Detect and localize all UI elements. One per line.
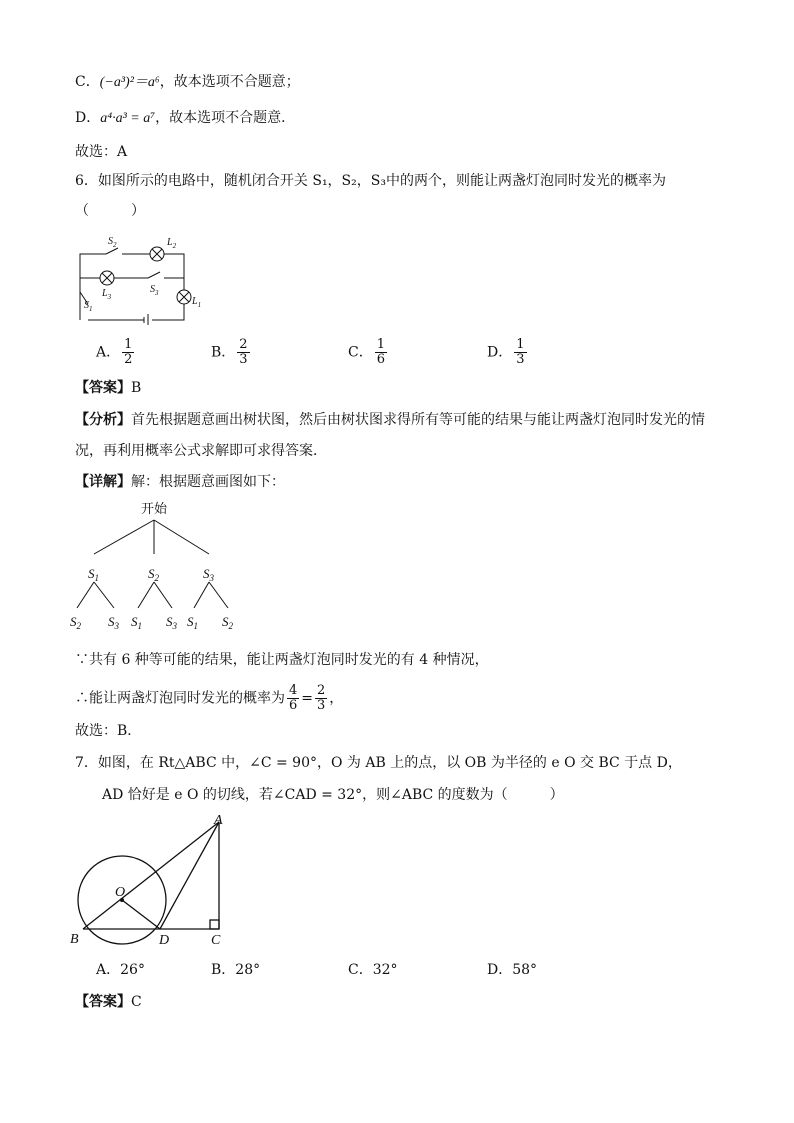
option-c-line xyxy=(75,72,300,93)
option-label: A． xyxy=(96,344,121,361)
tree-leaf: $S_2$ xyxy=(70,614,81,631)
label-o: O xyxy=(115,885,126,900)
tree-leaf: $S_2$ xyxy=(222,614,233,631)
option-fraction: $\frac{2}{3}$ xyxy=(239,337,248,367)
q7-option-a xyxy=(96,960,145,980)
label-s3: $S_3$ xyxy=(150,284,159,297)
option-fraction: $\frac{1}{6}$ xyxy=(376,337,385,367)
q6-stem: 6．如图所示的电路中，随机闭合开关 S₁，S₂，S₃中的两个，则能让两盏灯泡同时发光的概率为 xyxy=(75,173,666,189)
answer-tag: 【答案】 xyxy=(75,380,131,396)
option-label: D． xyxy=(487,962,513,978)
equals: = xyxy=(301,690,314,707)
analysis-tag: 【分析】 xyxy=(75,412,131,428)
answer-value: B xyxy=(131,380,142,396)
tree-diagram xyxy=(68,498,248,640)
circuit-diagram xyxy=(70,230,220,325)
fraction-4-6: $\frac{4}{6}$ xyxy=(289,683,298,713)
label-l2: $L_2$ xyxy=(167,237,177,250)
option-d-suffix: ，故本选项不合题意． xyxy=(155,110,296,126)
tree-leaf: $S_1$ xyxy=(187,614,198,631)
option-label: D． xyxy=(487,344,513,361)
detail-tag: 【详解】 xyxy=(75,474,131,490)
answer-value: C xyxy=(131,994,142,1010)
option-value: 32° xyxy=(372,962,398,978)
tree-node-s2: $S_2$ xyxy=(148,566,159,583)
q7-option-c xyxy=(348,960,398,980)
q7-option-d xyxy=(487,960,537,980)
label-a: A xyxy=(214,813,223,828)
label-c: C xyxy=(211,933,221,948)
option-label: B． xyxy=(211,962,236,978)
label-b: B xyxy=(70,932,79,947)
option-fraction: $\frac{1}{2}$ xyxy=(124,337,133,367)
q6-answer xyxy=(75,378,141,398)
q7-option-b xyxy=(211,960,260,980)
q6-paren: （ ） xyxy=(75,203,145,219)
tree-node-s3: $S_3$ xyxy=(203,566,214,583)
label-s1: $S_1$ xyxy=(84,300,93,313)
option-c-suffix: ，故本选项不合题意； xyxy=(159,74,300,90)
label-l3: $L_3$ xyxy=(102,288,112,301)
tree-node-s1: $S_1$ xyxy=(88,566,99,583)
option-value: 58° xyxy=(512,962,538,978)
option-d-expression: a⁴·a³ = a⁷ xyxy=(100,111,156,126)
analysis-text: 首先根据题意画出树状图，然后由树状图求得所有等可能的结果与能让两盏灯泡同时发光的情 xyxy=(131,412,705,428)
option-value: 28° xyxy=(235,962,261,978)
q6-option-b xyxy=(211,338,252,367)
option-value: 26° xyxy=(120,962,145,978)
q6-because: ∵共有 6 种等可能的结果，能让两盏灯泡同时发光的有 4 种情况， xyxy=(75,652,489,668)
therefore-text: ∴能让两盏灯泡同时发光的概率为 xyxy=(75,690,285,707)
option-label: C． xyxy=(348,344,373,361)
q6-option-c xyxy=(348,338,389,367)
option-label: B． xyxy=(211,344,236,361)
q7-answer xyxy=(75,992,142,1012)
tree-leaf: $S_3$ xyxy=(108,614,119,631)
q6-therefore xyxy=(75,684,343,713)
q6-option-a xyxy=(96,338,136,367)
q6-choose: 故选：B． xyxy=(75,723,142,739)
therefore-suffix: ， xyxy=(329,690,344,707)
q6-option-d xyxy=(487,338,529,367)
option-label: A． xyxy=(96,962,121,978)
q7-stem-1: 7．如图，在 Rt△ABC 中，∠C = 90°，O 为 AB 上的点，以 OB 为半径的 e O 交 BC 于点 D， xyxy=(75,755,682,771)
q6-analysis-1 xyxy=(75,410,705,430)
tree-leaf: $S_3$ xyxy=(166,614,177,631)
answer-tag: 【答案】 xyxy=(75,994,131,1010)
option-label: C． xyxy=(348,962,373,978)
label-d: D xyxy=(159,933,170,948)
choose-a-line: 故选：A xyxy=(75,144,128,160)
q7-stem-2: AD 恰好是 e O 的切线，若∠CAD = 32°，则∠ABC 的度数为（ ） xyxy=(102,787,564,803)
option-d-prefix: D． xyxy=(75,110,101,126)
option-c-prefix: C． xyxy=(75,74,100,90)
option-fraction: $\frac{1}{3}$ xyxy=(516,337,525,367)
fraction-2-3: $\frac{2}{3}$ xyxy=(317,683,326,713)
tree-leaf: $S_1$ xyxy=(131,614,142,631)
q6-detail xyxy=(75,472,285,492)
option-d-line xyxy=(75,108,295,129)
tree-root: 开始 xyxy=(140,501,168,516)
label-l1: $L_1$ xyxy=(192,296,202,309)
detail-text: 解：根据题意画图如下： xyxy=(131,474,285,490)
geometry-figure xyxy=(64,812,239,952)
option-c-expression: (−a³)²＝a⁶ xyxy=(99,75,160,90)
q6-analysis-2: 况，再利用概率公式求解即可求得答案． xyxy=(75,443,327,459)
label-s2: $S_2$ xyxy=(108,236,117,249)
